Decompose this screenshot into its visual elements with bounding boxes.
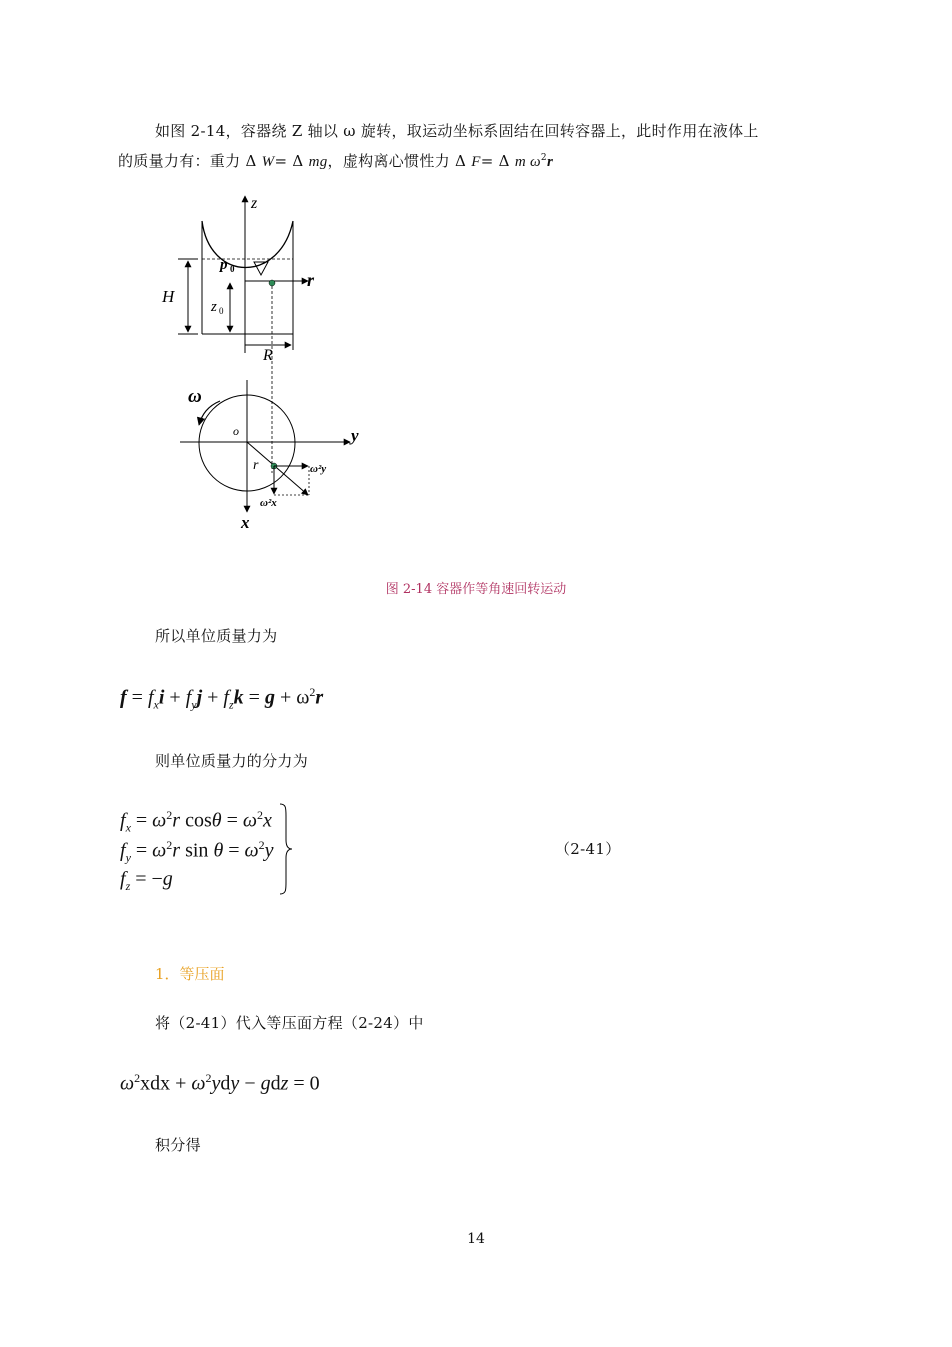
free-surface-paraboloid [202,221,293,268]
right-brace [278,802,294,896]
label-p0: p [220,257,228,273]
page-number: 14 [467,1231,485,1247]
symbol-W: W [261,154,275,170]
intro-line-2 [118,145,838,176]
intro-line-1: 如图 2-14，容器绕 Z 轴以 ω 旋转，取运动坐标系固结在回转容器上，此时作用在液体上 [155,122,759,140]
label-x: x [241,513,250,532]
label-w2x: ω²x [260,497,277,509]
symbol-m-omega: m ω [514,154,541,170]
label-z: z [251,195,258,212]
intro-line-2-prefix: 的质量力有：重力 Δ [118,152,262,170]
figure-rotating-container [150,188,380,538]
equation-mass-force: $f = f_xi + f_yj + f_zk = g + \omega^2r$ [120,685,324,712]
intro-line-2-mid: ，虚构离心惯性力 Δ [327,152,472,170]
label-p0-sub: 0 [230,264,235,274]
symbol-F: F [471,154,481,170]
label-z0: z [211,299,217,315]
label-o: o [233,424,239,438]
label-r: r [307,270,315,290]
label-r-plan: r [253,458,259,473]
equation-fz: $f_z = -g$ [120,868,173,893]
text-integrate: 积分得 [155,1136,201,1154]
equation-fy: $f_y = \omega^2r$ $\sin \theta = \omega^2y$ [120,838,274,865]
symbol-mg: mg [308,154,328,170]
intro-eq1: = Δ [274,152,309,170]
label-y: y [351,426,359,445]
intro-eq2: = Δ [480,152,515,170]
text-unit-mass-force: 所以单位质量力为 [155,627,278,645]
label-w2y: ω²y [310,463,327,475]
symbol-r: r [546,154,554,170]
figure-caption: 图 2-14 容器作等角速回转运动 [385,582,567,597]
label-R: R [263,347,273,364]
surface-point [269,280,275,286]
text-substitute: 将（2-41）代入等压面方程（2-24）中 [155,1014,424,1032]
symbol-square: 2 [540,153,547,163]
equation-fx: $f_x = \omega^2r$ $\cos\theta = \omega^2x$ [120,808,272,835]
equation-number-2-41: （2-41） [555,840,621,858]
equation-isobaric-surface: $\omega^2xdx + \omega^2ydy$ − gdz = 0 [120,1071,320,1095]
intro-paragraph [118,118,838,176]
label-omega: ω [188,386,202,407]
label-H: H [162,287,175,306]
label-z0-sub: 0 [219,306,224,316]
text-components: 则单位质量力的分力为 [155,752,309,770]
section-heading-isobaric-surface: 1．等压面 [155,965,225,983]
